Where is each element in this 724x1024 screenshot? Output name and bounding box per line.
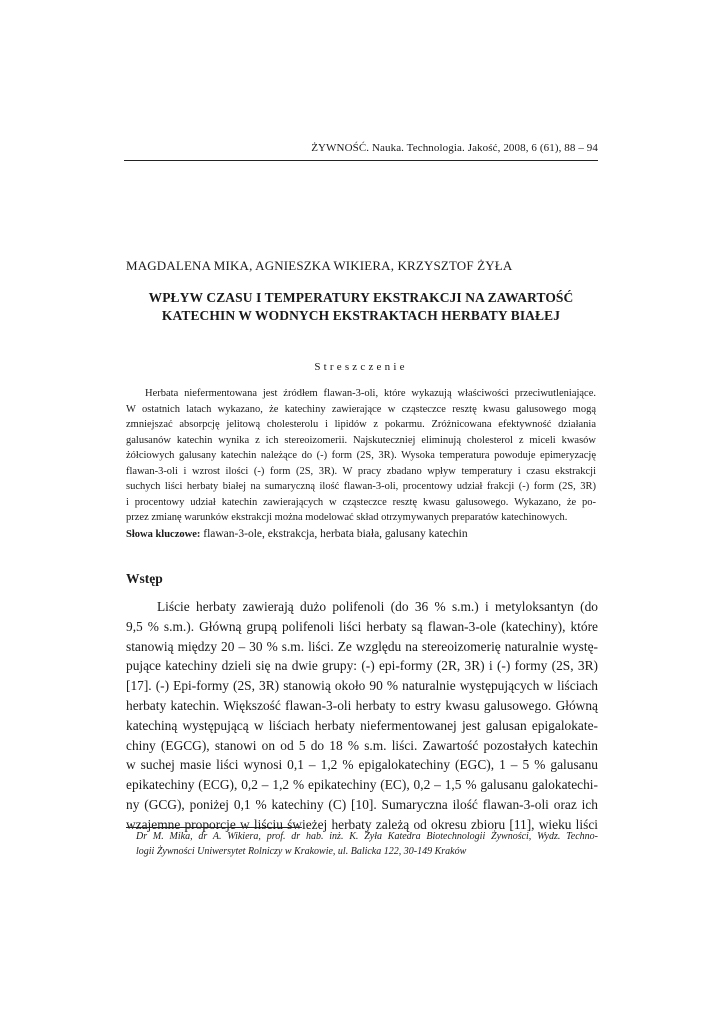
body-line: w suchej masie liści wynosi 0,1 – 1,2 % epigalokatechiny (EGC), 1 – 5 % galusanu [126,757,598,773]
body-line: [17]. (-) Epi-formy (2S, 3R) stanowią około 90 % naturalnie występujących w liściach [126,678,598,694]
author-list: MAGDALENA MIKA, AGNIESZKA WIKIERA, KRZYSZTOF ŻYŁA [126,258,513,273]
abstract-line: i procentowy udział katechin zawierających w cząsteczce resztę kwasu galusowego. Wykazano, że po- [126,496,596,508]
abstract-line: Herbata niefermentowana jest źródłem flawan-3-oli, które wykazują właściwości przeciwutleniające. [145,388,596,399]
footnote-line: logii Żywności Uniwersytet Rolniczy w Krakowie, ul. Balicka 122, 30-149 Kraków [136,845,467,857]
keywords-label: Słowa kluczowe: [126,529,201,540]
body-line: ny (GCG), poniżej 0,1 % katechiny (C) [10]. Sumaryczna ilość flawan-3-oli oraz ich [126,796,598,812]
article-title [124,289,598,325]
abstract-line: galusanów katechin wynika z ich stereoizomerii. Najskuteczniej eliminują cholesterol z miceli kwasów [126,434,596,446]
body-line: katechiną występującą w liściach herbaty niefermentowanej jest galusan epigalokate- [126,717,598,733]
keywords-line [126,528,596,540]
intro-body [126,597,598,835]
header-rule [124,160,598,161]
abstract-line: zmniejszać absorpcję jelitową cholesterolu i lipidów z pokarmu. Zróżnicowana efektywność działania [126,419,596,430]
body-line: stanowią między 20 – 30 % s.m. liści. Ze względu na stereoizomerię naturalnie wystę- [126,638,598,654]
running-header: ŻYWNOŚĆ. Nauka. Technologia. Jakość, 2008, 6 (61), 88 – 94 [311,142,598,154]
abstract-line: suchych liści herbaty białej na sumaryczną ilość flawan-3-oli, procentowy udział frakcji (-) form (2S, 3R) [126,481,596,492]
abstract-line: flawan-3-oli i wzrost ilości (-) form (2S, 3R). W pracy zbadano wpływ temperatury i czasu ekstrakcji [126,465,596,477]
footnote-line: Dr M. Mika, dr A. Wikiera, prof. dr hab. inż. K. Żyła Katedra Biotechnologii Żywności, Wydz. Techno- [136,831,598,842]
body-line: herbaty katechin. Większość flawan-3-oli herbaty to estry kwasu galusowego. Główną [126,697,598,713]
abstract-body [126,386,596,526]
section-heading-intro: Wstęp [126,571,163,586]
abstract-line: W ostatnich latach wykazano, że katechiny zawierające w cząsteczce resztę kwasu galusowego mogą [126,403,596,415]
body-line: chiny (EGCG), stanowi on od 5 do 18 % s.m. liści. Zawartość pozostałych katechin [126,737,598,753]
author-affiliation-footnote [136,830,598,859]
article-title-line: KATECHIN W WODNYCH EKSTRAKTACH HERBATY BIAŁEJ [161,308,561,323]
body-line: epikatechiny (ECG), 0,2 – 1,2 % epikatechiny (EC), 0,2 – 1,5 % galusanu galokatechi- [126,777,598,793]
body-line: 9,5 % s.m.). Główną grupą polifenoli liści herbaty są flawan-3-ole (katechiny), które [126,618,598,634]
keywords-text: flawan-3-ole, ekstrakcja, herbata biała, galusany katechin [200,528,468,540]
body-line: Liście herbaty zawierają dużo polifenoli (do 36 % s.m.) i metyloksantyn (do [157,599,598,614]
abstract-line: przez zmianę warunków ekstrakcji można modelować skład otrzymywanych preparatów katechinowych. [126,512,568,523]
abstract-line: żółciowych galusany katechin należące do (-) form (2S, 3R). Wysoka temperatura powoduje epimeryzację [126,450,596,461]
article-title-line: WPŁYW CZASU I TEMPERATURY EKSTRAKCJI NA ZAWARTOŚĆ [148,290,574,305]
abstract-heading: Streszczenie [314,361,408,373]
body-line: wzajemne proporcje w liściu świeżej herbaty zależą od okresu zbioru [11], wieku liści [126,816,598,832]
footnote-rule [126,827,302,828]
body-line: pujące katechiny dzieli się na dwie grupy: (-) epi-formy (2R, 3R) i (-) formy (2S, 3R) [126,658,598,674]
